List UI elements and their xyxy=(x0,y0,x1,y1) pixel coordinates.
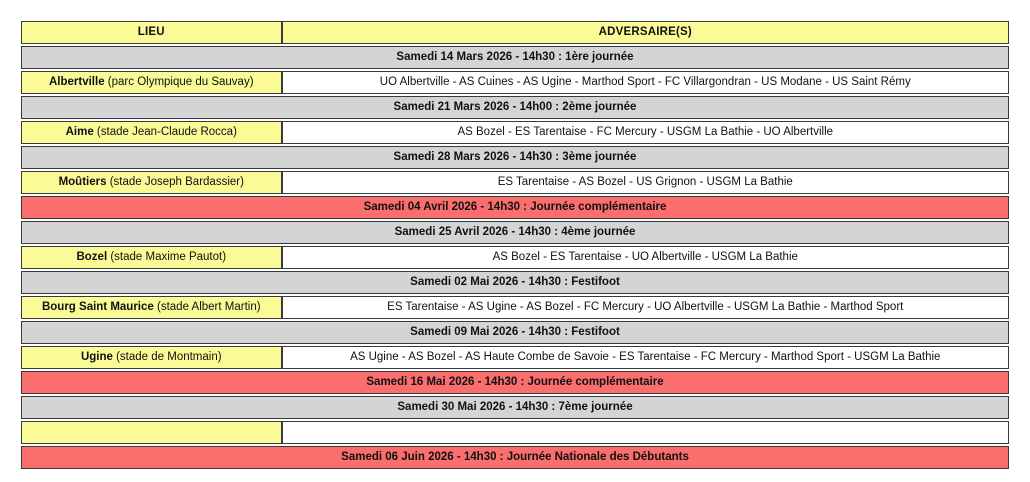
venue-cell xyxy=(21,246,282,269)
header-row xyxy=(21,21,1009,44)
day-row xyxy=(21,46,1009,69)
opponents-cell: AS Ugine - AS Bozel - AS Haute Combe de Savoie - ES Tarentaise - FC Mercury - Marthod Sport - USGM La Bathie xyxy=(282,346,1009,369)
venue-name: Ugine xyxy=(80,350,113,363)
match-row xyxy=(21,71,1009,94)
opponents-cell: UO Albertville - AS Cuines - AS Ugine - Marthod Sport - FC Villargondran - US Modane - US Saint Rémy xyxy=(282,71,1009,94)
venue-stadium: (stade Maxime Pautot) xyxy=(110,250,227,263)
day-row xyxy=(21,196,1009,219)
match-row xyxy=(21,346,1009,369)
venue-name: Bozel xyxy=(76,250,108,263)
calendar-table xyxy=(21,19,1009,471)
matchday-label: Samedi 21 Mars 2026 - 14h00 : 2ème journée xyxy=(21,96,1009,119)
venue-stadium: (stade Albert Martin) xyxy=(157,300,261,313)
venue-stadium: (parc Olympique du Sauvay) xyxy=(107,75,254,88)
table-header xyxy=(21,21,1009,44)
match-row xyxy=(21,246,1009,269)
opponents-cell: ES Tarentaise - AS Ugine - AS Bozel - FC Mercury - UO Albertville - USGM La Bathie - Marthod Sport xyxy=(282,296,1009,319)
special-day-label: Samedi 04 Avril 2026 - 14h30 : Journée complémentaire xyxy=(21,196,1009,219)
match-row xyxy=(21,121,1009,144)
column-header-lieu: LIEU xyxy=(21,21,282,44)
venue-cell xyxy=(21,71,282,94)
matchday-label: Samedi 02 Mai 2026 - 14h30 : Festifoot xyxy=(21,271,1009,294)
day-row xyxy=(21,446,1009,469)
venue-cell xyxy=(21,421,282,444)
column-header-adversaires: ADVERSAIRE(S) xyxy=(282,21,1009,44)
venue-stadium: (stade Jean-Claude Rocca) xyxy=(96,125,237,138)
opponents-cell: ES Tarentaise - AS Bozel - US Grignon - USGM La Bathie xyxy=(282,171,1009,194)
opponents-cell xyxy=(282,421,1009,444)
match-row xyxy=(21,296,1009,319)
day-row xyxy=(21,321,1009,344)
venue-stadium: (stade Joseph Bardassier) xyxy=(109,175,244,188)
schedule-table-container xyxy=(21,19,1009,469)
day-row xyxy=(21,146,1009,169)
venue-stadium: (stade de Montmain) xyxy=(116,350,222,363)
day-row xyxy=(21,271,1009,294)
venue-cell xyxy=(21,346,282,369)
matchday-label: Samedi 25 Avril 2026 - 14h30 : 4ème journée xyxy=(21,221,1009,244)
matchday-label: Samedi 28 Mars 2026 - 14h30 : 3ème journée xyxy=(21,146,1009,169)
opponents-cell: AS Bozel - ES Tarentaise - UO Albertville - USGM La Bathie xyxy=(282,246,1009,269)
venue-name: Moûtiers xyxy=(58,175,107,188)
special-day-label: Samedi 16 Mai 2026 - 14h30 : Journée complémentaire xyxy=(21,371,1009,394)
matchday-label: Samedi 14 Mars 2026 - 14h30 : 1ère journée xyxy=(21,46,1009,69)
table-body xyxy=(21,46,1009,469)
venue-name: Albertville xyxy=(48,75,105,88)
venue-cell xyxy=(21,171,282,194)
venue-name: Aime xyxy=(65,125,94,138)
day-row xyxy=(21,396,1009,419)
day-row xyxy=(21,371,1009,394)
matchday-label: Samedi 09 Mai 2026 - 14h30 : Festifoot xyxy=(21,321,1009,344)
venue-cell xyxy=(21,121,282,144)
special-day-label: Samedi 06 Juin 2026 - 14h30 : Journée Nationale des Débutants xyxy=(21,446,1009,469)
day-row xyxy=(21,96,1009,119)
empty-match-row xyxy=(21,421,1009,444)
opponents-cell: AS Bozel - ES Tarentaise - FC Mercury - USGM La Bathie - UO Albertville xyxy=(282,121,1009,144)
day-row xyxy=(21,221,1009,244)
match-row xyxy=(21,171,1009,194)
venue-cell xyxy=(21,296,282,319)
matchday-label: Samedi 30 Mai 2026 - 14h30 : 7ème journée xyxy=(21,396,1009,419)
venue-name: Bourg Saint Maurice xyxy=(41,300,154,313)
